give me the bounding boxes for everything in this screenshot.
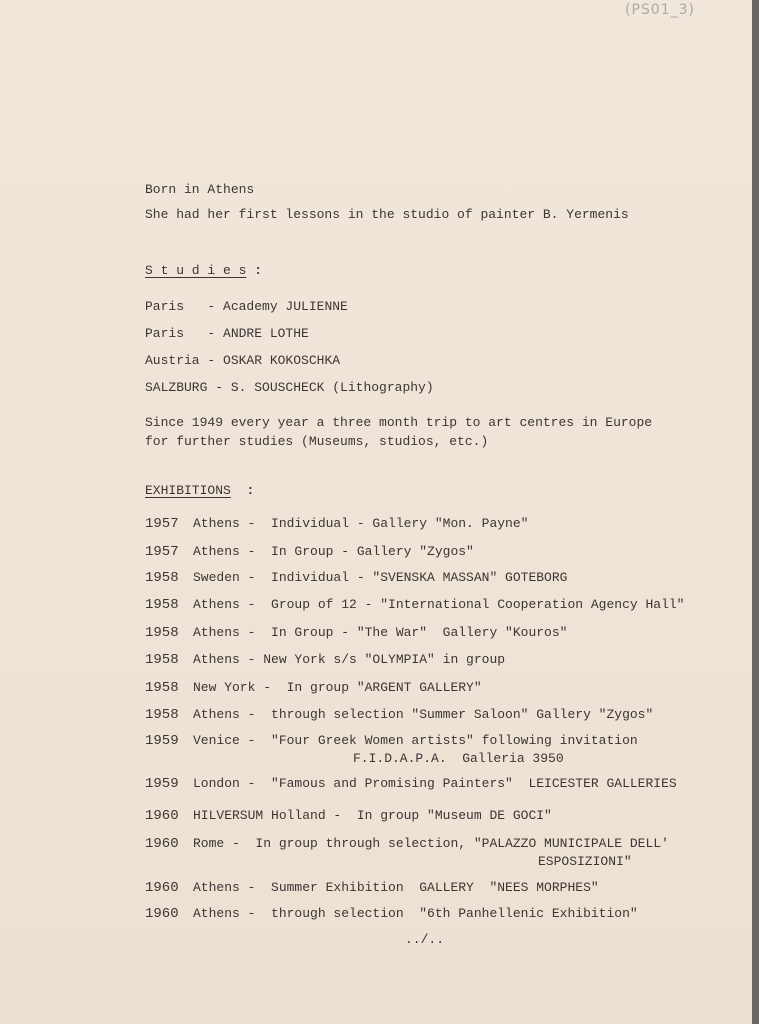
exhibition-year: 1960 [145, 836, 179, 852]
studies-colon: : [254, 263, 263, 278]
exhibition-year: 1959 [145, 776, 179, 792]
exhibition-row [145, 707, 653, 723]
exhibition-text: HILVERSUM Holland - In group "Museum DE GOCI" [193, 808, 552, 823]
exhibition-row [145, 625, 567, 641]
study-item [145, 326, 309, 342]
studies-note: Since 1949 every year a three month trip to art centres in Europe [145, 415, 653, 430]
exhibition-row [145, 776, 677, 792]
study-place: Paris [145, 299, 208, 314]
exhibition-row [145, 733, 638, 749]
exhibition-text: Athens - Summer Exhibition GALLERY "NEES MORPHES" [193, 880, 599, 895]
study-item [145, 299, 348, 315]
exhibitions-heading [145, 483, 254, 499]
studies-title: S t u d i e s [145, 263, 247, 278]
exhibition-text: Athens - In Group - Gallery "Zygos" [193, 544, 474, 559]
exhibition-year: 1957 [145, 544, 179, 560]
exhibition-text: London - "Famous and Promising Painters" LEICESTER GALLERIES [193, 776, 677, 791]
studies-heading [145, 263, 262, 279]
exhibition-year: 1959 [145, 733, 179, 749]
exhibition-row [145, 808, 552, 824]
exhibition-row [145, 880, 599, 896]
exhibition-continuation: F.I.D.A.P.A. Galleria 3950 [353, 751, 564, 766]
exhibitions-colon: : [246, 483, 255, 498]
exhibition-text: Sweden - Individual - "SVENSKA MASSAN" GOTEBORG [193, 570, 568, 585]
exhibition-year: 1960 [145, 906, 179, 922]
study-teacher: - ANDRE LOTHE [207, 326, 309, 341]
exhibition-text: Athens - through selection "Summer Saloon" Gallery "Zygos" [193, 707, 654, 722]
exhibition-text: Athens - In Group - "The War" Gallery "Kouros" [193, 625, 568, 640]
exhibition-text: Athens - New York s/s "OLYMPIA" in group [193, 652, 506, 667]
exhibition-year: 1958 [145, 652, 179, 668]
study-item [145, 380, 434, 396]
continued-mark: ../.. [405, 932, 445, 947]
exhibition-row [145, 516, 528, 532]
exhibition-year: 1958 [145, 707, 179, 723]
study-place: SALZBURG [145, 380, 216, 395]
exhibition-text: Athens - Individual - Gallery "Mon. Payne" [193, 516, 529, 531]
exhibition-text: Athens - through selection "6th Panhellenic Exhibition" [193, 906, 638, 921]
intro-line: She had her first lessons in the studio of painter B. Yermenis [145, 207, 629, 222]
archive-reference: (PS01_3) [625, 2, 695, 18]
exhibition-row [145, 836, 669, 852]
exhibition-text: New York - In group "ARGENT GALLERY" [193, 680, 482, 695]
exhibition-row [145, 544, 474, 560]
study-teacher: - Academy JULIENNE [207, 299, 348, 314]
exhibition-row [145, 570, 567, 586]
exhibitions-title: EXHIBITIONS [145, 483, 231, 498]
study-teacher: - OSKAR KOKOSCHKA [207, 353, 341, 368]
exhibition-text: Rome - In group through selection, "PALAZZO MUNICIPALE DELL' [193, 836, 669, 851]
exhibition-year: 1958 [145, 570, 179, 586]
study-item [145, 353, 340, 369]
exhibition-row [145, 680, 482, 696]
exhibition-text: Athens - Group of 12 - "International Cooperation Agency Hall" [193, 597, 685, 612]
intro-line: Born in Athens [145, 182, 255, 197]
exhibition-year: 1958 [145, 625, 179, 641]
exhibition-year: 1960 [145, 808, 179, 824]
exhibition-year: 1957 [145, 516, 179, 532]
study-place: Austria [145, 353, 208, 368]
study-place: Paris [145, 326, 208, 341]
studies-note: for further studies (Museums, studios, etc.) [145, 434, 489, 449]
study-teacher: - S. SOUSCHECK (Lithography) [215, 380, 434, 395]
exhibition-continuation: ESPOSIZIONI" [538, 854, 632, 869]
exhibition-year: 1958 [145, 680, 179, 696]
page-edge [752, 0, 759, 1024]
exhibition-row [145, 906, 638, 922]
exhibition-year: 1960 [145, 880, 179, 896]
exhibition-row [145, 597, 684, 613]
exhibition-text: Venice - "Four Greek Women artists" following invitation [193, 733, 638, 748]
exhibition-row [145, 652, 505, 668]
exhibition-year: 1958 [145, 597, 179, 613]
